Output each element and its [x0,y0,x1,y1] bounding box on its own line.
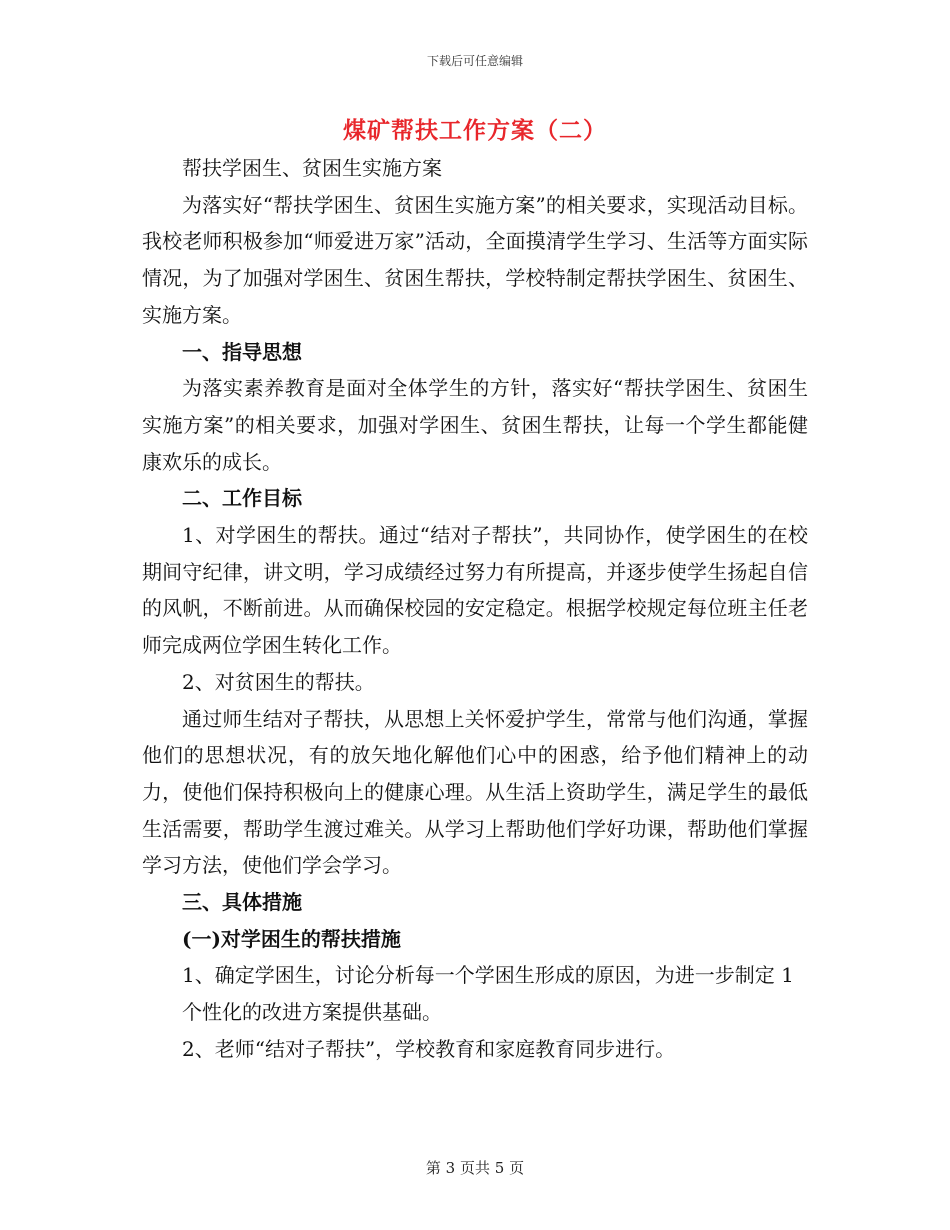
subsection-heading-measures-1: (一)对学困生的帮扶措施 [182,926,401,951]
document-title: 煤矿帮扶工作方案（二） [343,117,607,144]
document-body [142,150,808,1068]
paragraph-goal-2-title: 2、对贫困生的帮扶。 [182,669,375,694]
paragraph-goal-1: 1、对学困生的帮扶。通过“结对子帮扶”，共同协作，使学困生的在校期间守纪律，讲文明，学习成绩经过努力有所提高，并逐步使学生扬起自信的风帆，不断前进。从而确保校园的安定稳定。根据学校规定每位班主任老师完成两位学困生转化工作。 [142,523,808,658]
section-heading-guiding-idea: 一、指导思想 [182,339,302,364]
section-heading-measures: 三、具体措施 [182,890,302,915]
paragraph-subtitle: 帮扶学困生、贫困生实施方案 [182,156,442,180]
section-heading-work-goal: 二、工作目标 [182,486,302,511]
page-footer: 第 3 页共 5 页 [425,1159,525,1177]
paragraph-measure-2: 2、老师“结对子帮扶”，学校教育和家庭教育同步进行。 [182,1036,676,1061]
paragraph-measure-1-cont: 个性化的改进方案提供基础。 [182,1000,442,1025]
paragraph-intro: 为落实好“帮扶学困生、贫困生实施方案”的相关要求，实现活动目标。我校老师积极参加“师爱进万家”活动，全面摸清学生学习、生活等方面实际情况，为了加强对学困生、贫困生帮扶，学校特制定帮扶学困生、贫困生、实施方案。 [142,192,808,327]
paragraph-goal-2: 通过师生结对子帮扶，从思想上关怀爱护学生，常常与他们沟通，掌握他们的思想状况，有的放矢地化解他们心中的困惑，给予他们精神上的动力，使他们保持积极向上的健康心理。从生活上资助学生，满足学生的最低生活需要，帮助学生渡过难关。从学习上帮助他们学好功课，帮助他们掌握学习方法，使他们学会学习。 [142,706,808,878]
paragraph-guiding-idea: 为落实素养教育是面对全体学生的方针，落实好“帮扶学困生、贫困生实施方案”的相关要求，加强对学困生、贫困生帮扶，让每一个学生都能健康欢乐的成长。 [142,376,808,474]
paragraph-measure-1: 1、确定学困生，讨论分析每一个学困生形成的原因，为进一步制定 1 [182,963,794,988]
header-note: 下载后可任意编辑 [426,54,523,68]
